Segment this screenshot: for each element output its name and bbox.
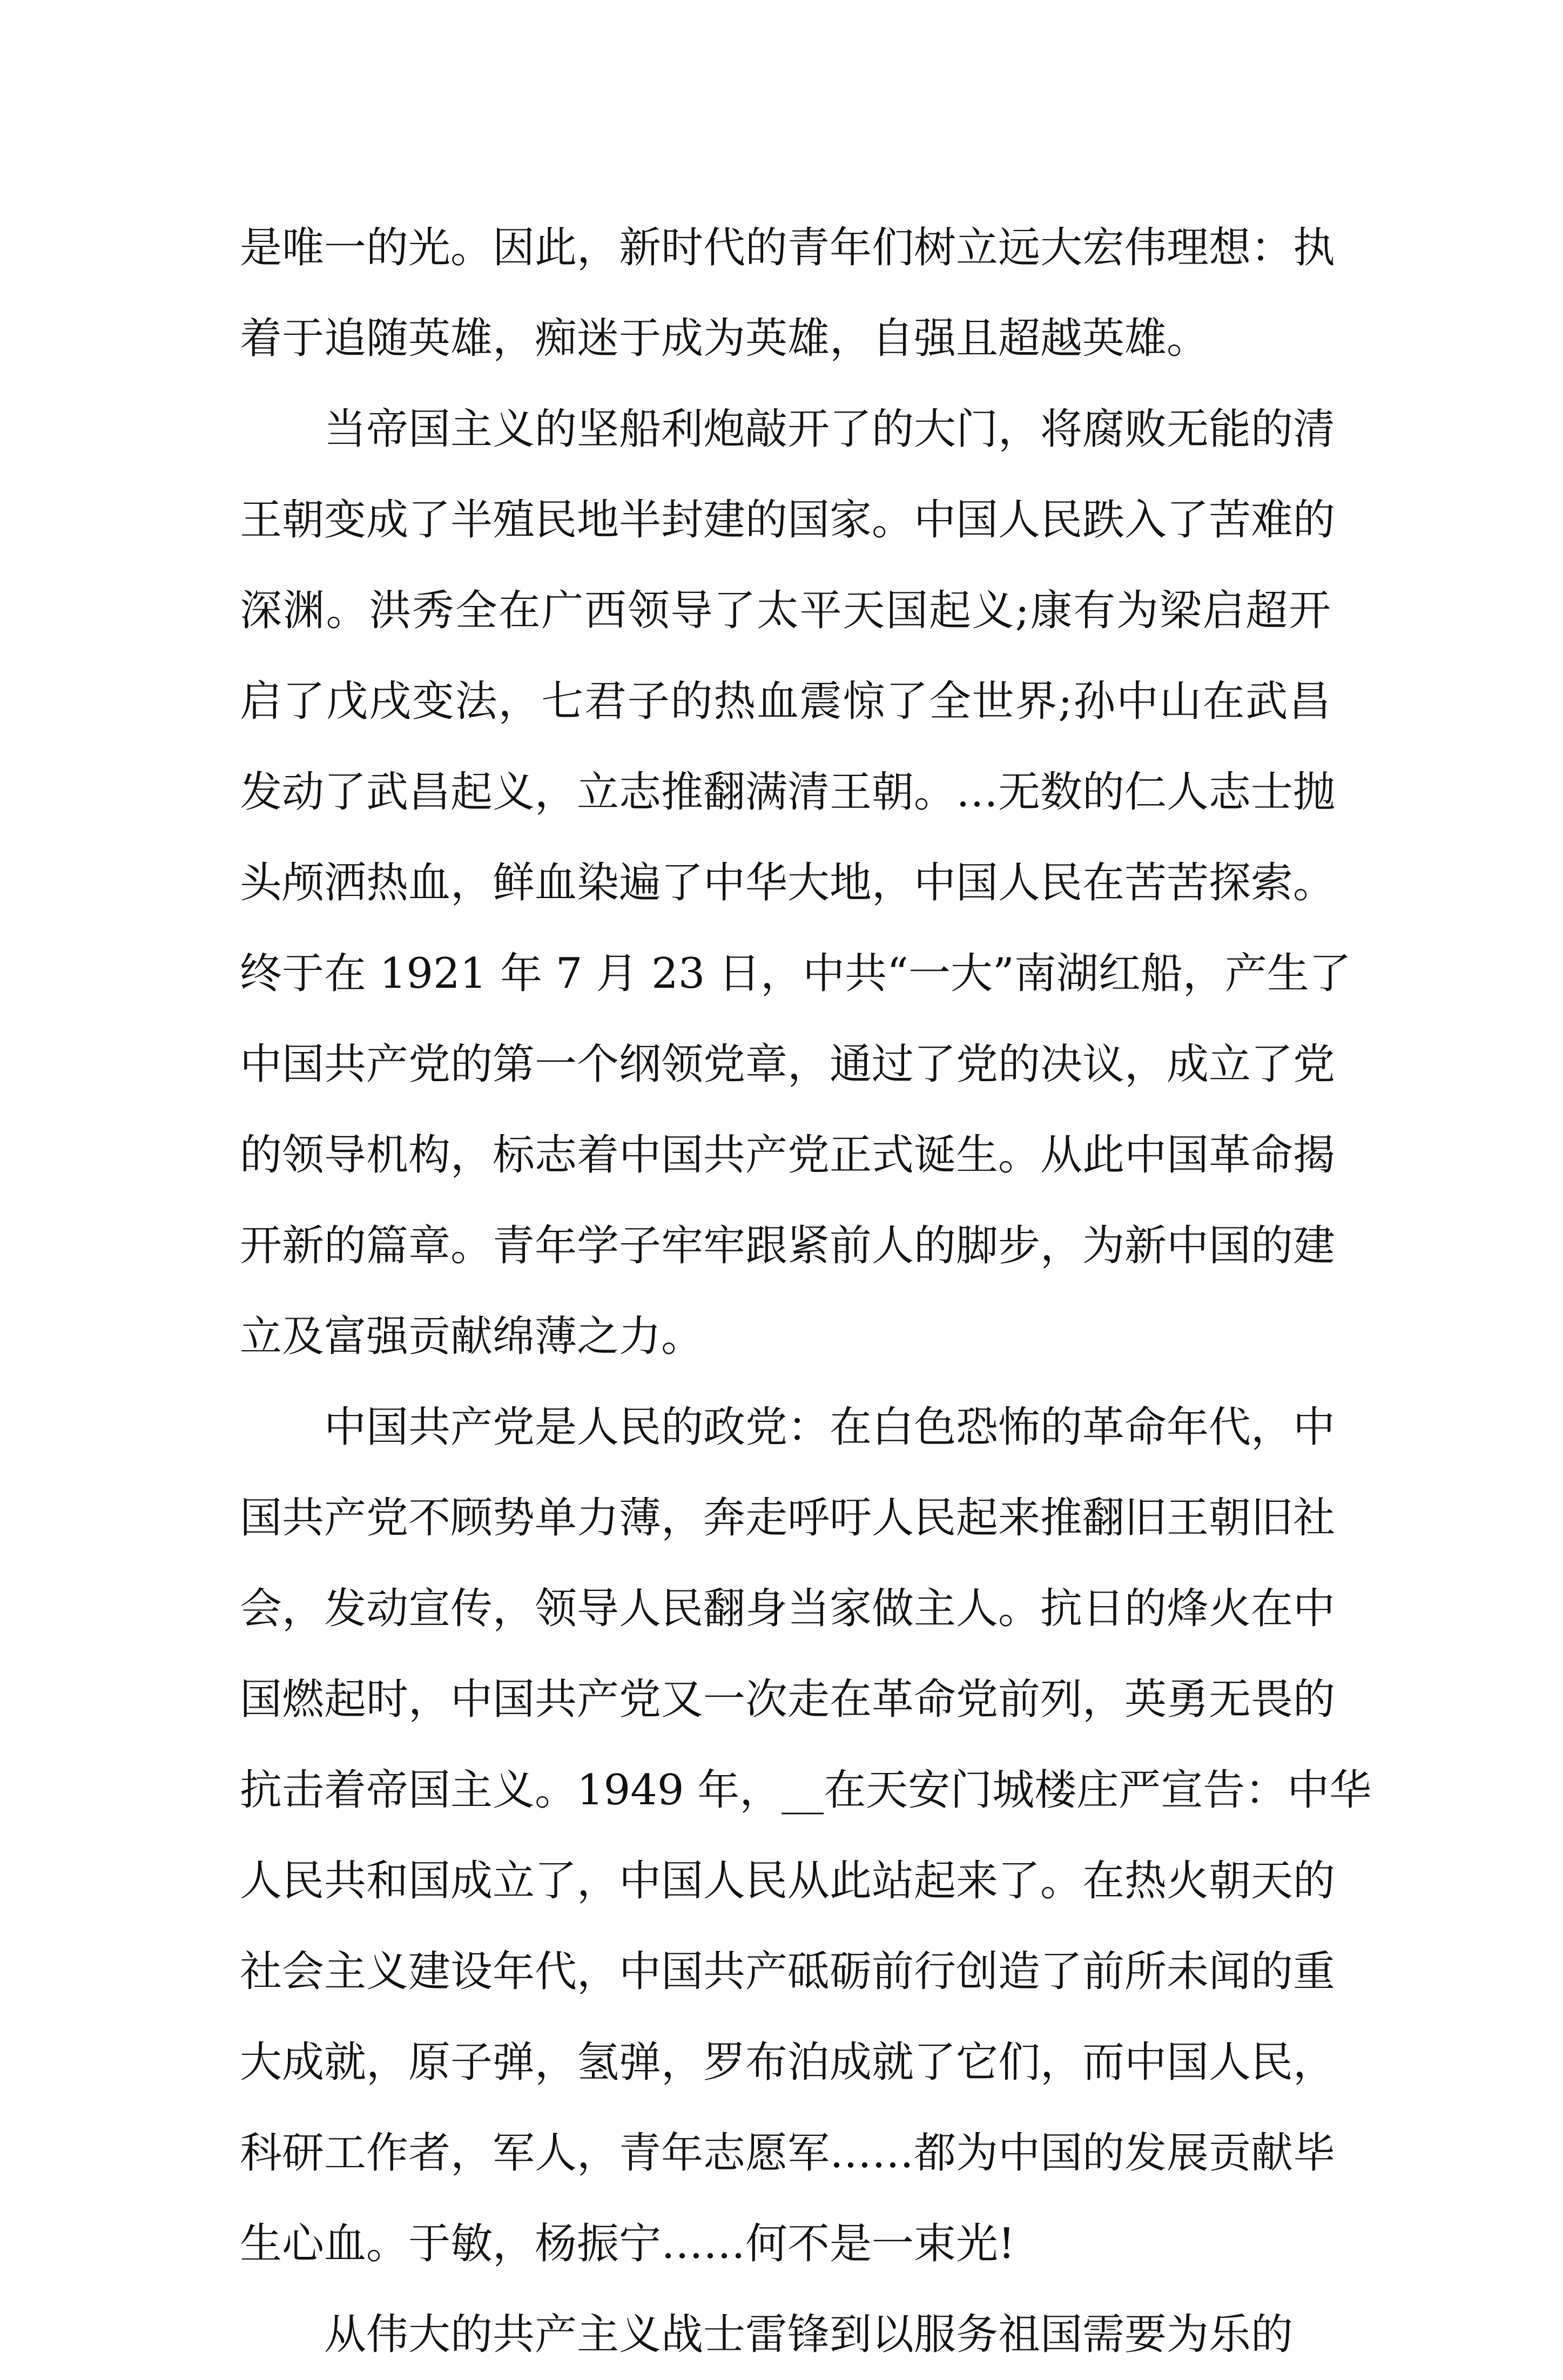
text-line: 立及富强贡献绵薄之力。 xyxy=(240,1312,704,1361)
text-line: 是唯一的光。因此，新时代的青年们树立远大宏伟理想：执 xyxy=(240,224,1336,272)
text-line: 抗击着帝国主义。1949 年，__在天安门城楼庄严宣告：中华 xyxy=(240,1766,1372,1815)
text-line: 社会主义建设年代，中国共产砥砺前行创造了前所未闻的重 xyxy=(240,1947,1336,1996)
text-line: 大成就，原子弹，氢弹，罗布泊成就了它们，而中国人民， xyxy=(240,2038,1336,2087)
document-body xyxy=(240,203,1372,2380)
text-line: 开新的篇章。青年学子牢牢跟紧前人的脚步，为新中国的建 xyxy=(240,1222,1336,1270)
text-line: 国燃起时，中国共产党又一次走在革命党前列，英勇无畏的 xyxy=(240,1675,1336,1724)
text-line: 发动了武昌起义，立志推翻满清王朝。…无数的仁人志士抛 xyxy=(240,768,1336,817)
text-line: 当帝国主义的坚船利炮敲开了的大门，将腐败无能的清 xyxy=(324,405,1336,454)
text-line: 深渊。洪秀全在广西领导了太平天国起义;康有为梁启超开 xyxy=(240,586,1331,635)
text-line: 国共产党不顾势单力薄，奔走呼吁人民起来推翻旧王朝旧社 xyxy=(240,1494,1336,1542)
text-line: 头颅洒热血，鲜血染遍了中华大地，中国人民在苦苦探索。 xyxy=(240,859,1336,907)
text-line: 的领导机构，标志着中国共产党正式诞生。从此中国革命揭 xyxy=(240,1131,1336,1179)
text-line: 科研工作者，军人，青年志愿军……都为中国的发展贡献毕 xyxy=(240,2129,1336,2177)
text-line: 启了戊戌变法，七君子的热血震惊了全世界;孙中山在武昌 xyxy=(240,677,1331,726)
text-line: 终于在 1921 年 7 月 23 日，中共“一大”南湖红船，产生了 xyxy=(240,949,1351,998)
text-line: 人民共和国成立了，中国人民从此站起来了。在热火朝天的 xyxy=(240,1857,1336,1905)
text-line: 中国共产党是人民的政党：在白色恐怖的革命年代，中 xyxy=(324,1403,1336,1452)
text-line: 生心血。于敏，杨振宁……何不是一束光! xyxy=(240,2220,1015,2268)
text-line: 中国共产党的第一个纲领党章，通过了党的决议，成立了党 xyxy=(240,1040,1336,1089)
text-line: 着于追随英雄，痴迷于成为英雄，自强且超越英雄。 xyxy=(240,314,1209,363)
text-line: 从伟大的共产主义战士雷锋到以服务祖国需要为乐的 xyxy=(324,2310,1293,2359)
text-line: 会，发动宣传，领导人民翻身当家做主人。抗日的烽火在中 xyxy=(240,1585,1336,1633)
text-line: 王朝变成了半殖民地半封建的国家。中国人民跌入了苦难的 xyxy=(240,496,1336,544)
